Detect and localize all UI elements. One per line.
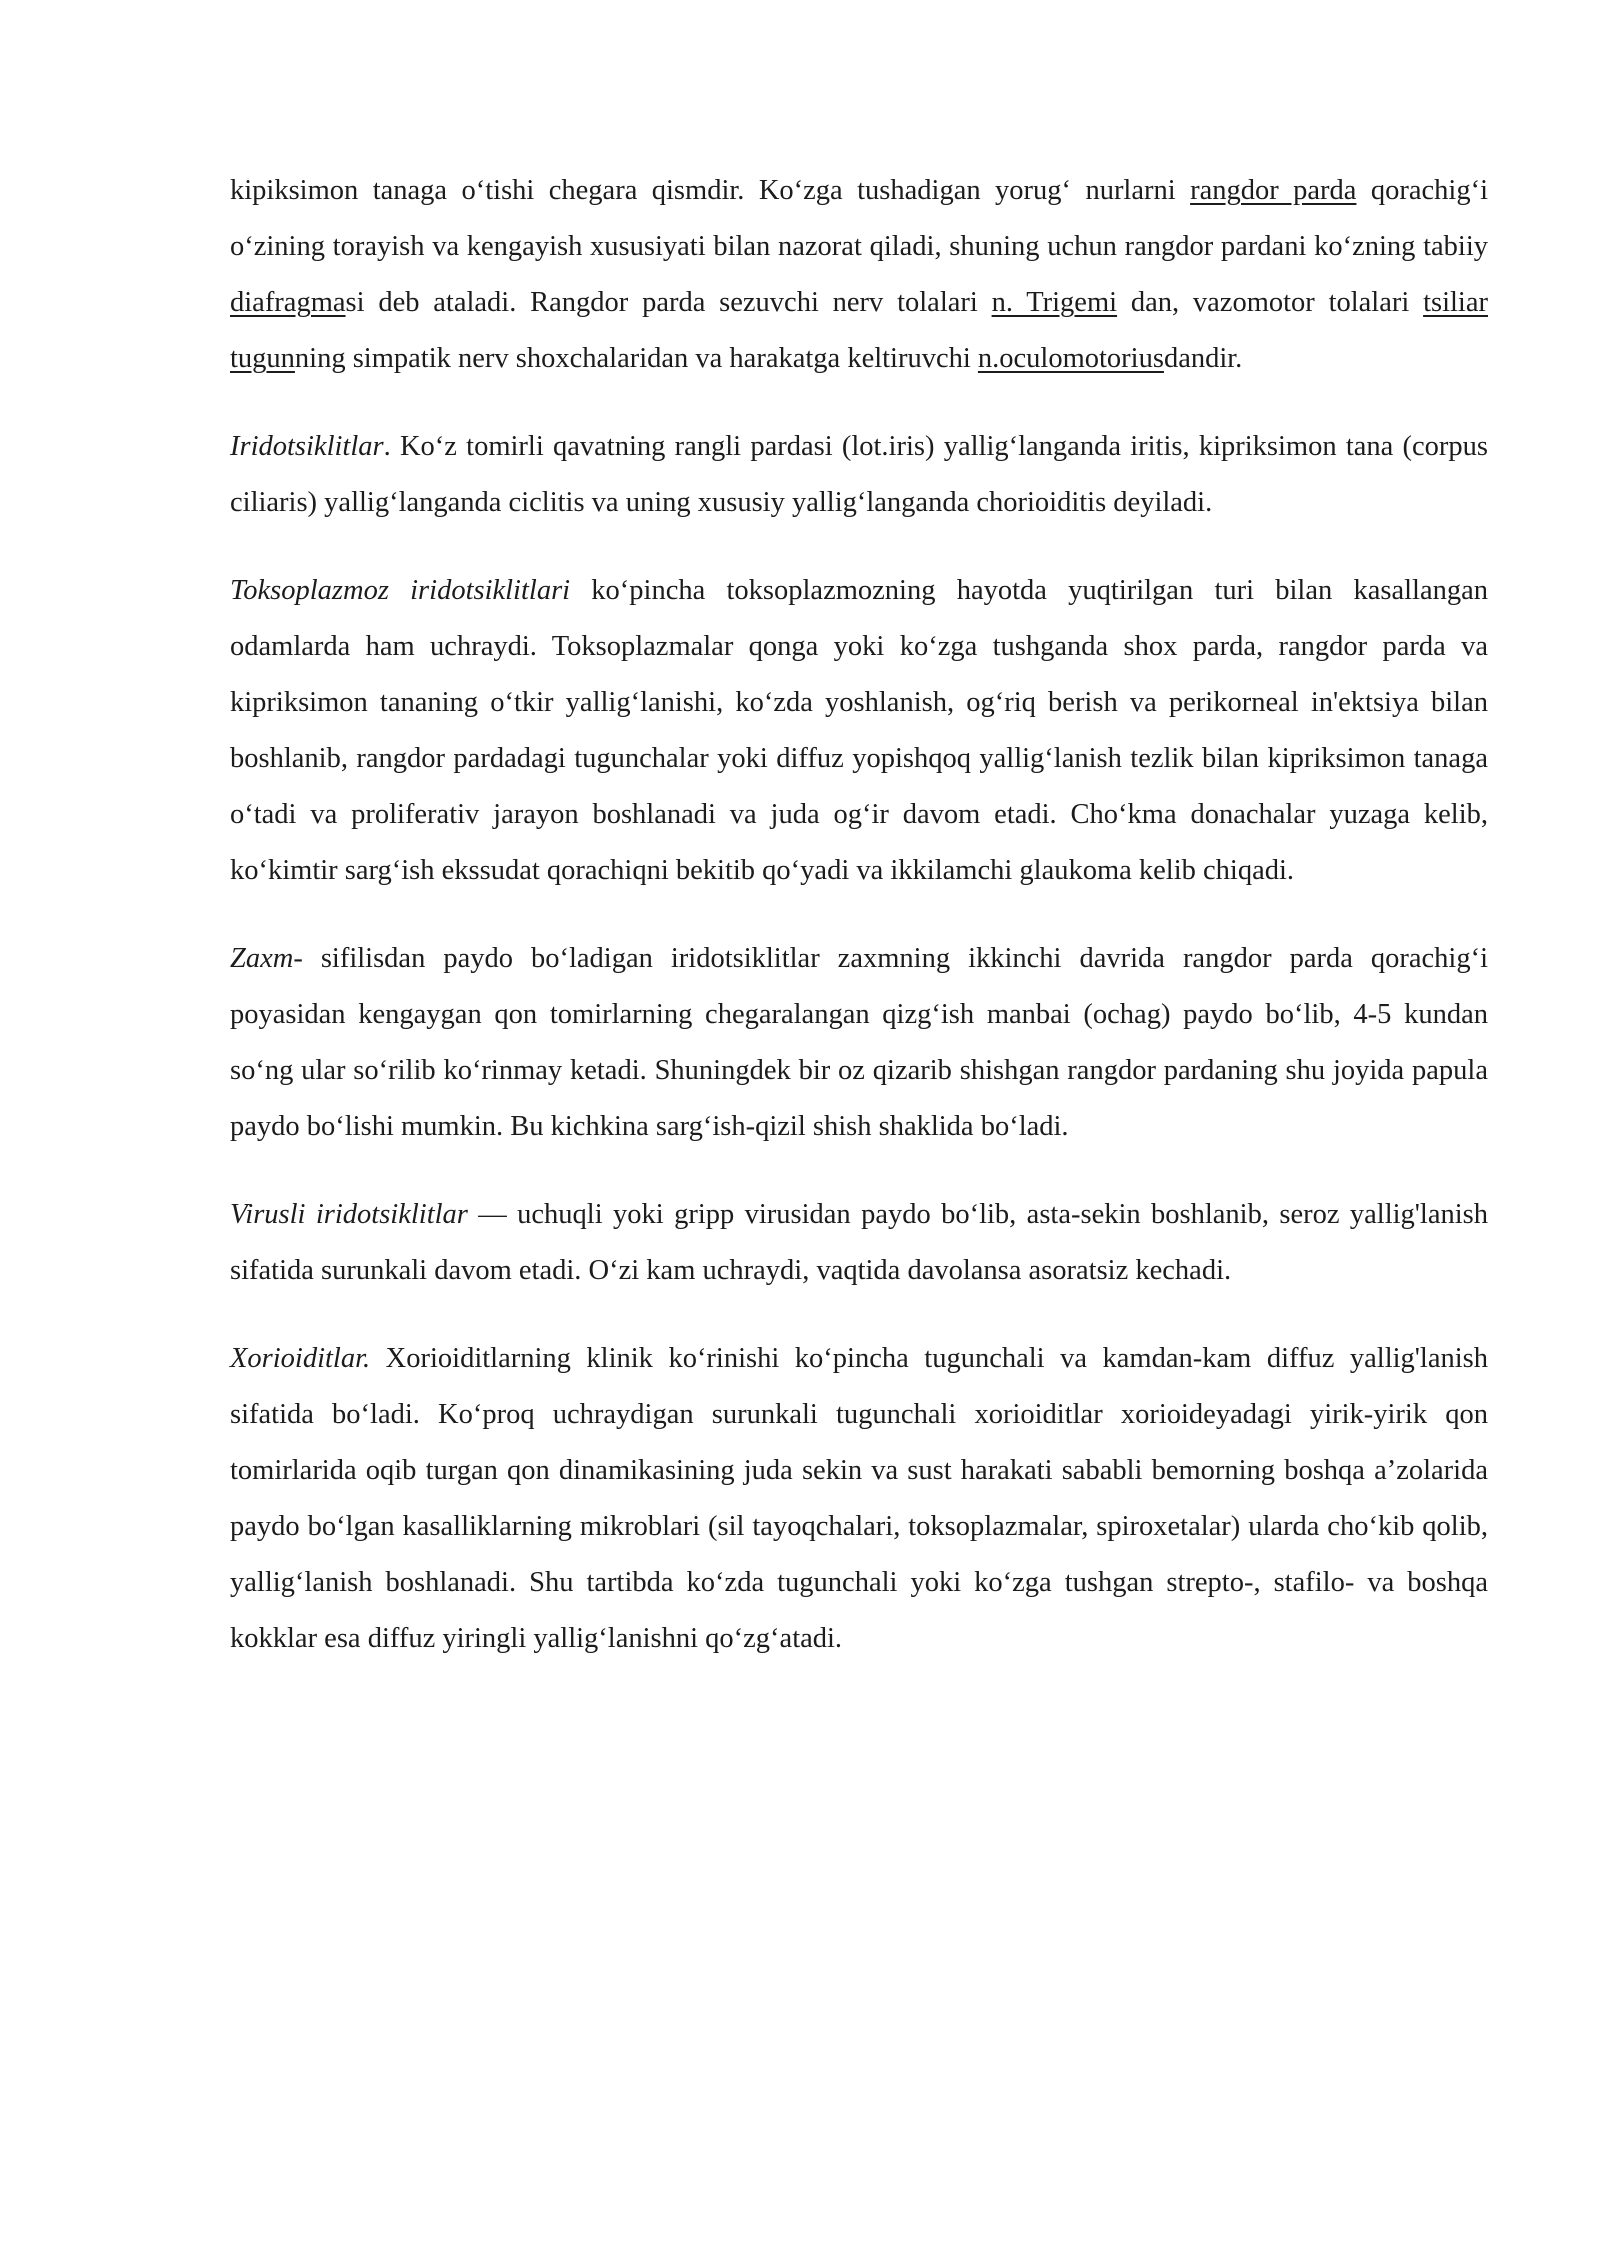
underlined-term-rangdor-parda: rangdor parda xyxy=(1190,175,1357,206)
text-run: dandir. xyxy=(1163,343,1243,374)
paragraph-lead-term: Zaxm- xyxy=(230,943,303,974)
paragraph-body: — uchuqli yoki gripp virusidan paydo boʻlib, asta-sekin boshlanib, seroz yallig'lanish sifatida surunkali davom etadi. Oʻzi kam uchraydi, vaqtida davolansa asoratsiz kechadi. xyxy=(230,1199,1488,1286)
paragraph-body: koʻpincha toksoplazmozning hayotda yuqtirilgan turi bilan kasallangan odamlarda ham uchraydi. Toksoplazmalar qonga yoki koʻzga tushganda shox parda, rangdor parda va kipriksimon tananing oʻtkir yalligʻlanishi, koʻzda yoshlanish, ogʻriq berish va perikorneal in'ektsiya bilan boshlanib, rangdor pardadagi tugunchalar yoki diffuz yopishqoq yalligʻlanish tezlik bilan kipriksimon tanaga oʻtadi va proliferativ jarayon boshlanadi va juda ogʻir davom etadi. Choʻkma donachalar yuzaga kelib, koʻkimtir sargʻish ekssudat qorachiqni bekitib qoʻyadi va ikkilamchi glaukoma kelib chiqadi. xyxy=(230,575,1488,886)
text-run: si deb ataladi. Rangdor parda sezuvchi nerv tolalari xyxy=(345,287,992,318)
paragraph-body: sifilisdan paydo boʻladigan iridotsiklitlar zaxmning ikkinchi davrida rangdor parda qorachigʻi poyasidan kengaygan qon tomirlarning chegaralangan qizgʻish manbai (ochag) paydo boʻlib, 4-5 kundan soʻng ular soʻrilib koʻrinmay ketadi. Shuningdek bir oz qizarib shishgan rangdor pardaning shu joyida papula paydo boʻlishi mumkin. Bu kichkina sargʻish-qizil shish shaklida boʻladi. xyxy=(230,943,1488,1142)
paragraph-lead-term: Xorioiditlar. xyxy=(230,1343,371,1374)
paragraph-toksoplazmoz xyxy=(230,563,1488,899)
text-run: qorachigʻi oʻzining torayish va kengayish xususiyati bilan nazorat qiladi, shuning uchun rangdor pardani koʻzning tabiiy xyxy=(230,175,1488,262)
paragraph-lead-term: Iridotsiklitlar xyxy=(230,431,384,462)
paragraph-rangdor-parda xyxy=(230,163,1488,387)
text-run: ning simpatik nerv shoxchalaridan va harakatga keltiruvchi xyxy=(294,343,978,374)
paragraph-body: Xorioiditlarning klinik koʻrinishi koʻpincha tugunchali va kamdan-kam diffuz yallig'lanish sifatida boʻladi. Koʻproq uchraydigan surunkali tugunchali xorioiditlar xorioideyadagi yirik-yirik qon tomirlarida oqib turgan qon dinamikasining juda sekin va sust harakati sababli bemorning boshqa a’zolarida paydo boʻlgan kasalliklarning mikroblari (sil tayoqchalari, toksoplazmalar, spiroxetalar) ularda choʻkib qolib, yalligʻlanish boshlanadi. Shu tartibda koʻzda tugunchali yoki koʻzga tushgan strepto-, stafilo- va boshqa kokklar esa diffuz yiringli yalligʻlanishni qoʻzgʻatadi. xyxy=(230,1343,1488,1654)
paragraph-iridotsiklitlar xyxy=(230,419,1488,531)
underlined-term-n-oculomotorius: n.oculomotorius xyxy=(977,343,1164,374)
paragraph-lead-term: Virusli iridotsiklitlar xyxy=(230,1199,468,1230)
underlined-term-diafragma: diafragma xyxy=(230,287,346,318)
paragraph-lead-term: Toksoplazmoz iridotsiklitlari xyxy=(230,575,571,606)
paragraph-xorioiditlar xyxy=(230,1331,1488,1667)
text-run: kipiksimon tanaga oʻtishi chegara qismdir. Koʻzga tushadigan yorugʻ nurlarni xyxy=(230,175,1191,206)
underlined-term-n-trigemi: n. Trigemi xyxy=(991,287,1118,318)
underlined-term-tsiliar-tugun: tsiliar tugun xyxy=(230,287,1488,374)
document-page xyxy=(230,163,1488,1699)
paragraph-zaxm xyxy=(230,931,1488,1155)
text-run: dan, vazomotor tolalari xyxy=(1117,287,1424,318)
paragraph-body: . Koʻz tomirli qavatning rangli pardasi (lot.iris) yalligʻlanganda iritis, kipriksimon tana (corpus ciliaris) yalligʻlanganda ciclitis va uning xususiy yalligʻlanganda chorioiditis deyiladi. xyxy=(230,431,1488,518)
paragraph-virusli xyxy=(230,1187,1488,1299)
